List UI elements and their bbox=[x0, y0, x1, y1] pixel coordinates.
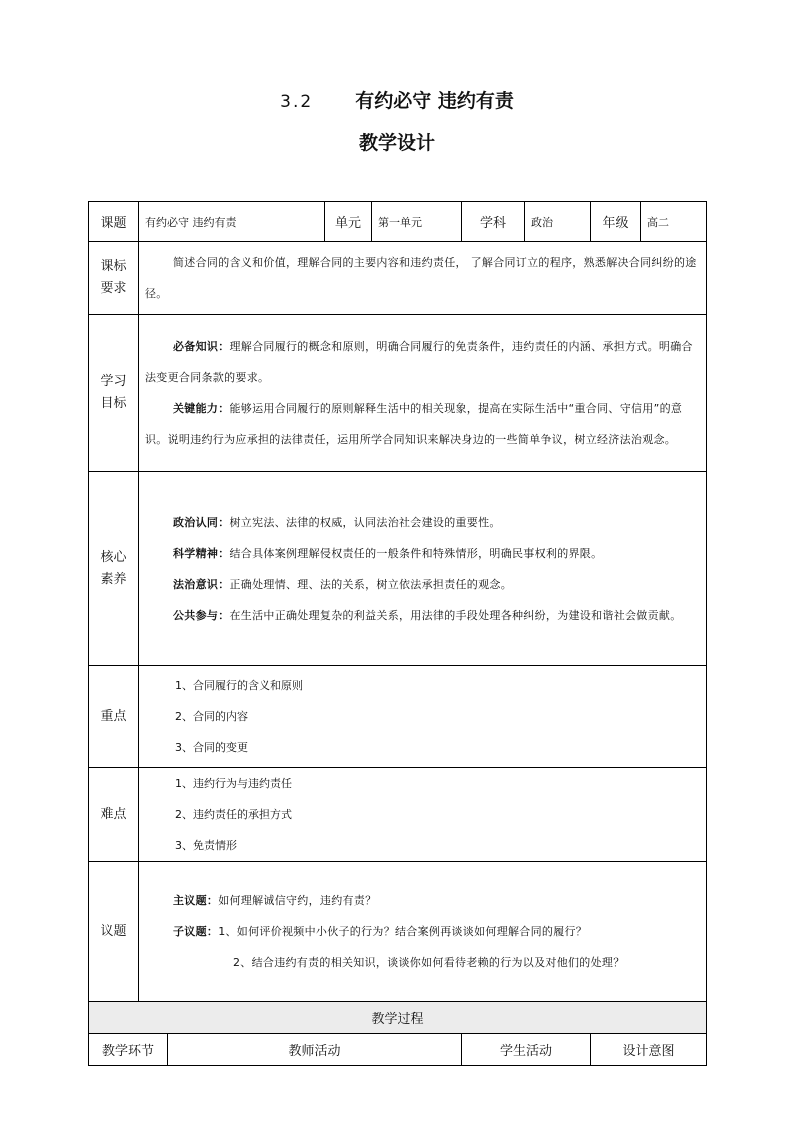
key-points-list bbox=[139, 666, 707, 768]
page-title bbox=[0, 86, 794, 113]
column-header: 教学环节 bbox=[89, 1034, 168, 1066]
topic-value: 有约必守 违约有责 bbox=[139, 202, 325, 242]
objective-item: 关键能力：能够运用合同履行的原则解释生活中的相关现象，提高在实际生活中“重合同、守信用”的意识。说明违约行为应承担的法律责任，运用所学合同知识来解决身边的一些简单争议，树立经济法治观念。 bbox=[145, 402, 683, 446]
grade-label: 年级 bbox=[591, 202, 641, 242]
lesson-title: 有约必守 违约有责 bbox=[355, 90, 514, 112]
topics-content bbox=[139, 862, 707, 1002]
difficulties-label: 难点 bbox=[89, 768, 139, 862]
literacy-item: 科学精神：结合具体案例理解侵权责任的一般条件和特殊情形，明确民事权利的界限。 bbox=[173, 546, 603, 560]
literacy-label: 核心素养 bbox=[89, 472, 139, 666]
subject-label: 学科 bbox=[462, 202, 525, 242]
objectives-label: 学习目标 bbox=[89, 315, 139, 472]
column-header: 教师活动 bbox=[168, 1034, 462, 1066]
list-item: 3、合同的变更 bbox=[175, 741, 248, 754]
topics-row bbox=[89, 862, 707, 1002]
difficulties-list bbox=[139, 768, 707, 862]
page-subtitle: 教学设计 bbox=[358, 132, 435, 154]
column-header: 学生活动 bbox=[462, 1034, 591, 1066]
objectives-row bbox=[89, 315, 707, 472]
process-title: 教学过程 bbox=[89, 1002, 707, 1034]
difficulties-row bbox=[89, 768, 707, 862]
unit-value: 第一单元 bbox=[372, 202, 462, 242]
objectives-content bbox=[139, 315, 707, 472]
literacy-row bbox=[89, 472, 707, 666]
objective-item: 必备知识：理解合同履行的概念和原则，明确合同履行的免责条件，违约责任的内涵、承担方式。明确合法变更合同条款的要求。 bbox=[145, 340, 693, 384]
list-item: 3、免责情形 bbox=[175, 839, 237, 852]
list-item: 2、违约责任的承担方式 bbox=[175, 808, 292, 821]
list-item: 1、合同履行的含义和原则 bbox=[175, 679, 303, 692]
subject-value: 政治 bbox=[525, 202, 591, 242]
process-header-row bbox=[89, 1034, 707, 1066]
main-topic: 主议题：如何理解诚信守约，违约有责？ bbox=[173, 894, 377, 907]
sub-topic: 2、结合违约有责的相关知识，谈谈你如何看待老赖的行为以及对他们的处理？ bbox=[233, 956, 625, 969]
literacy-item: 法治意识：正确处理情、理、法的关系，树立依法承担责任的观念。 bbox=[173, 577, 512, 591]
literacy-item: 公共参与：在生活中正确处理复杂的利益关系，用法律的手段处理各种纠纷，为建设和谐社会做贡献。 bbox=[173, 608, 682, 622]
sub-topic: 子议题：1、如何评价视频中小伙子的行为？结合案例再谈谈如何理解合同的履行？ bbox=[173, 925, 588, 938]
unit-label: 单元 bbox=[325, 202, 372, 242]
list-item: 2、合同的内容 bbox=[175, 710, 248, 723]
info-row bbox=[89, 202, 707, 242]
grade-value: 高二 bbox=[641, 202, 707, 242]
key-points-row bbox=[89, 666, 707, 768]
key-points-label: 重点 bbox=[89, 666, 139, 768]
list-item: 1、违约行为与违约责任 bbox=[175, 777, 292, 790]
column-header: 设计意图 bbox=[591, 1034, 707, 1066]
lesson-plan-table bbox=[88, 201, 707, 1066]
topic-label: 课题 bbox=[89, 202, 139, 242]
literacy-item: 政治认同：树立宪法、法律的权威，认同法治社会建设的重要性。 bbox=[173, 515, 501, 529]
section-number: 3.2 bbox=[280, 92, 314, 112]
curriculum-text: 简述合同的含义和价值，理解合同的主要内容和违约责任， 了解合同订立的程序，熟悉解决合同纠纷的途径。 bbox=[139, 242, 707, 315]
topics-label: 议题 bbox=[89, 862, 139, 1002]
process-title-row bbox=[89, 1002, 707, 1034]
curriculum-row bbox=[89, 242, 707, 315]
curriculum-label: 课标要求 bbox=[89, 242, 139, 315]
literacy-content bbox=[139, 472, 707, 666]
